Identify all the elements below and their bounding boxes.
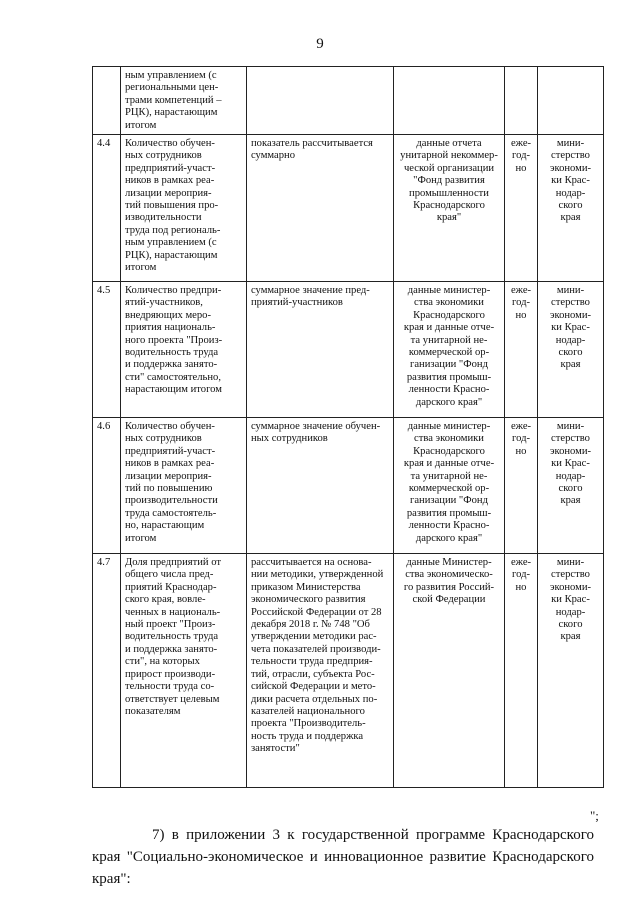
table-row: [93, 282, 604, 418]
periodicity-cell: [505, 67, 538, 135]
calculation-method-cell: [247, 135, 394, 282]
data-source-cell: [394, 282, 505, 418]
data-source-cell-text: данные Министер- ства экономическо- го развития Россий- ской Федерации: [403, 557, 495, 606]
calculation-method-cell-text: рассчитывается на основа- нии методики, утвержденной приказом Министерства экономического развития Российской Федерации от 28 декабря 2018 г. № 748 "Об утверждении методики рас- чета показателей производи- тельности труда предприя- тий, отрасли, субъекта Рос- сийской Федерации и мето- дики расчета отдельных по- казателей национального проекта "Производитель- ность труда и поддержка занятости": [251, 557, 384, 755]
periodicity-cell-text: еже- год- но: [510, 557, 532, 593]
responsible-cell-text: мини- стерство экономи- ки Крас- нодар- ского края: [549, 557, 592, 643]
data-source-cell: [394, 554, 505, 788]
responsible-cell: [538, 418, 604, 554]
row-number-cell: [93, 67, 121, 135]
periodicity-cell-text: еже- год- но: [510, 138, 532, 174]
calculation-method-cell-text: суммарное значение пред- приятий-участников: [251, 285, 370, 309]
data-source-cell: [394, 67, 505, 135]
responsible-cell-text: мини- стерство экономи- ки Крас- нодар- ского края: [549, 138, 592, 224]
row-number-cell-text: 4.4: [97, 138, 111, 150]
row-number-cell: [93, 135, 121, 282]
indicators-table: [92, 66, 604, 788]
indicators-table-body: [93, 67, 604, 788]
indicator-name-cell-text: ным управлением (с региональными цен- трами компетенций – РЦК), нарастающим итогом: [125, 70, 222, 131]
calculation-method-cell: [247, 418, 394, 554]
table-row: [93, 135, 604, 282]
periodicity-cell-text: еже- год- но: [510, 285, 532, 321]
indicator-name-cell-text: Доля предприятий от общего числа пред- приятий Краснодар- ского края, вовле- ченных в националь- ный проект "Произ- водительность труда и поддержка занято- сти", на которых прирост производи- тельности труда со- ответствует целевым показателям: [125, 557, 222, 717]
periodicity-cell: [505, 135, 538, 282]
indicator-name-cell: [121, 282, 247, 418]
indicator-name-cell: [121, 554, 247, 788]
calculation-method-cell: [247, 554, 394, 788]
row-number-cell-text: 4.6: [97, 421, 111, 433]
row-number-cell: [93, 418, 121, 554]
data-source-cell-text: данные министер- ства экономики Краснодарского края и данные отче- та унитарной не- коммерческой ор- ганизации "Фонд развития промыш- ленности Красно- дарского края": [403, 285, 495, 408]
indicator-name-cell-text: Количество обучен- ных сотрудников предприятий-участ- ников в рамках реа- лизации мероприя- тий повышения про- изводительности труда под региональ- ным управлением (с РЦК), нарастающим итогом: [125, 138, 221, 274]
responsible-cell: [538, 282, 604, 418]
data-source-cell: [394, 135, 505, 282]
responsible-cell-text: мини- стерство экономи- ки Крас- нодар- ского края: [549, 421, 592, 507]
closing-quote-mark: ";: [590, 808, 599, 823]
responsible-cell-text: мини- стерство экономи- ки Крас- нодар- ского края: [549, 285, 592, 371]
table-row: [93, 554, 604, 788]
row-number-cell: [93, 554, 121, 788]
row-number-cell: [93, 282, 121, 418]
indicator-name-cell: [121, 418, 247, 554]
page-number: 9: [316, 36, 324, 52]
responsible-cell: [538, 67, 604, 135]
periodicity-cell: [505, 554, 538, 788]
periodicity-cell-text: еже- год- но: [510, 421, 532, 457]
indicator-name-cell-text: Количество предпри- ятий-участников, внедряющих меро- приятия националь- ного проекта "Произ- водительность труда и поддержка занято- сти" самостоятельно, нарастающим итогом: [125, 285, 223, 396]
calculation-method-cell-text: показатель рассчитывается суммарно: [251, 138, 373, 162]
indicator-name-cell-text: Количество обучен- ных сотрудников предприятий-участ- ников в рамках реа- лизации мероприя- тий по повышению производительности труда самостоятель- но, нарастающим итогом: [125, 421, 218, 544]
table-row: [93, 418, 604, 554]
periodicity-cell: [505, 418, 538, 554]
data-source-cell: [394, 418, 505, 554]
indicator-name-cell: [121, 135, 247, 282]
indicator-name-cell: [121, 67, 247, 135]
calculation-method-cell-text: суммарное значение обучен- ных сотрудников: [251, 421, 381, 445]
responsible-cell: [538, 554, 604, 788]
row-number-cell-text: 4.5: [97, 285, 111, 297]
calculation-method-cell: [247, 282, 394, 418]
responsible-cell: [538, 135, 604, 282]
row-number-cell-text: 4.7: [97, 557, 111, 569]
data-source-cell-text: данные отчета унитарной некоммер- ческой организации "Фонд развития промышленности Краснодарского края": [400, 138, 498, 224]
table-row: [93, 67, 604, 135]
paragraph-7: 7) в приложении 3 к государственной программе Краснодарского края "Социально-экономическое и инновационное развитие Краснодарского края":: [92, 827, 594, 887]
data-source-cell-text: данные министер- ства экономики Краснодарского края и данные отче- та унитарной не- коммерческой ор- ганизации "Фонд развития промыш- ленности Красно- дарского края": [403, 421, 495, 544]
periodicity-cell: [505, 282, 538, 418]
calculation-method-cell: [247, 67, 394, 135]
